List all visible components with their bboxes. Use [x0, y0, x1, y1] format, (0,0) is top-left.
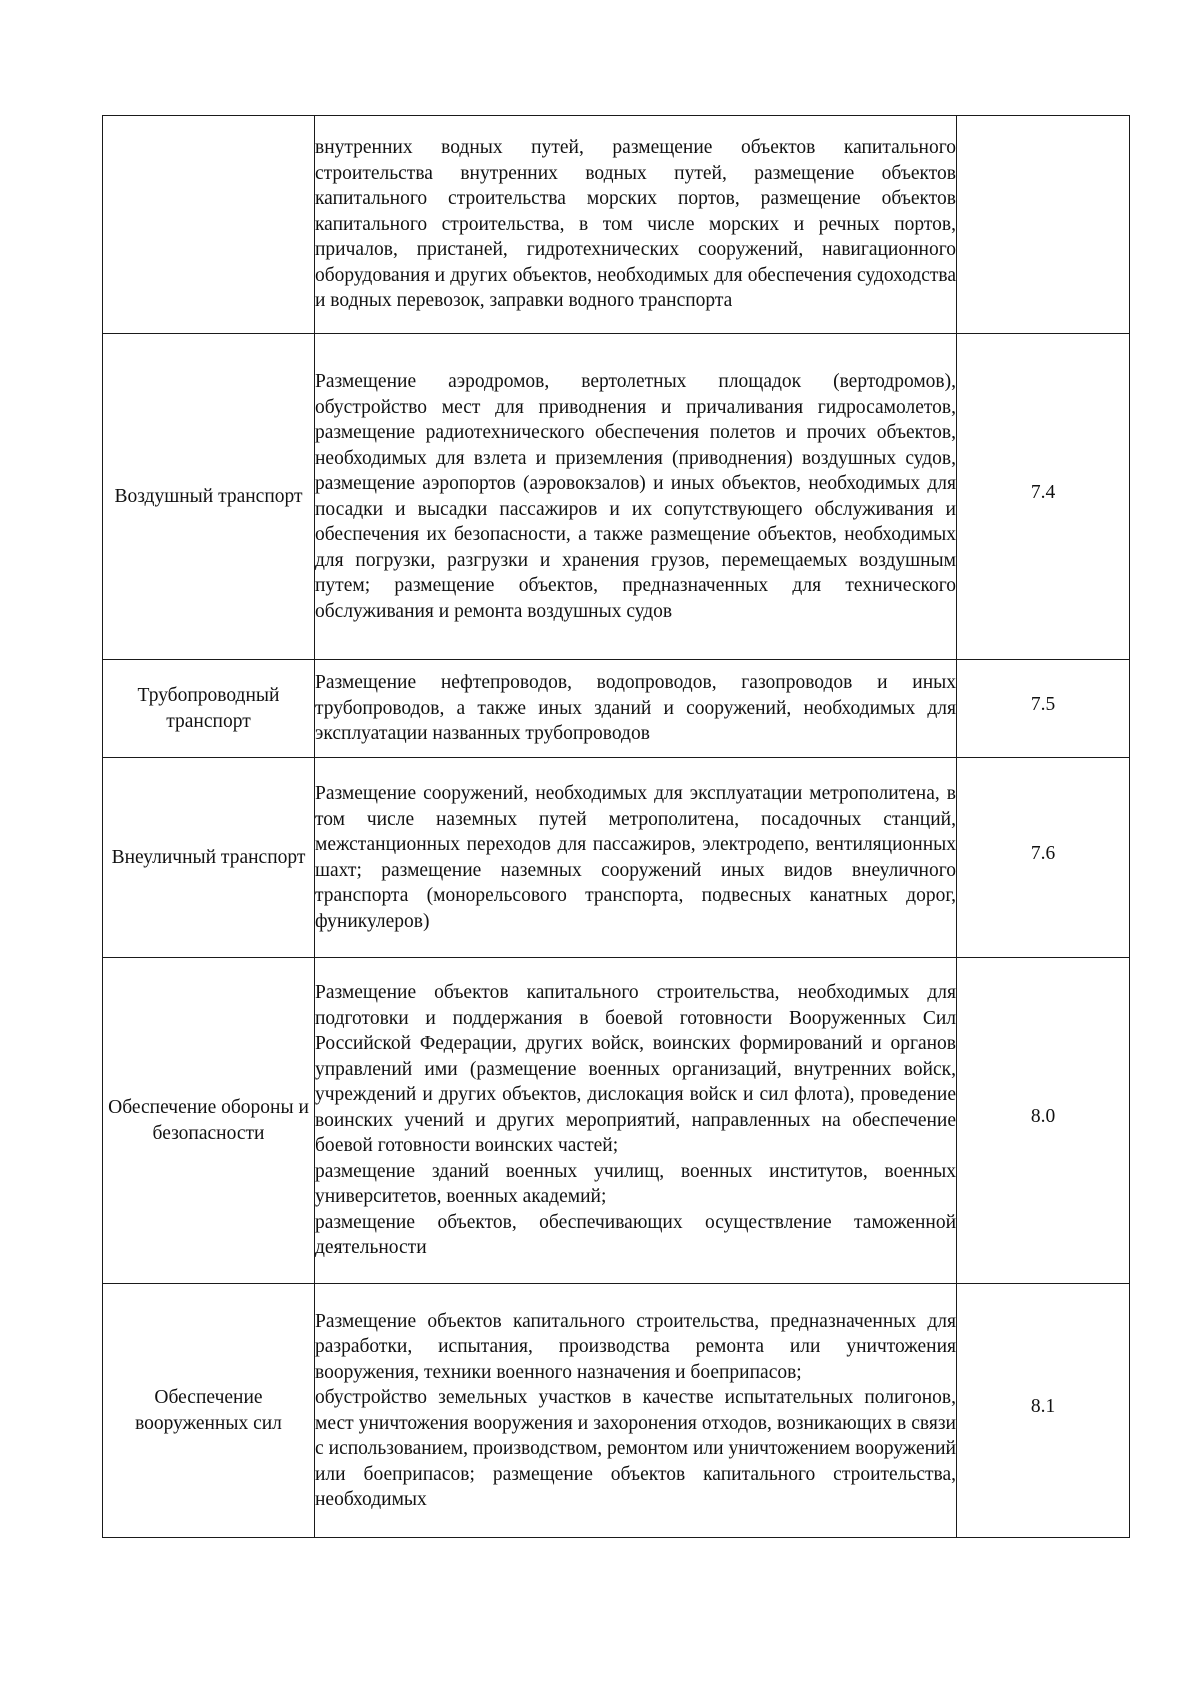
use-description-cell — [315, 116, 957, 334]
use-code-cell — [957, 958, 1130, 1284]
table-row — [103, 958, 1130, 1284]
use-name-cell — [103, 116, 315, 334]
description-paragraph: Размещение аэродромов, вертолетных площадок (вертодромов), обустройство мест для приводнения и причаливания гидросамолетов, размещение радиотехнического обеспечения полетов и прочих объектов, необходимых для взлета и приземления (приводнения) воздушных судов, размещение аэропортов (аэровокзалов) и иных объектов, необходимых для посадки и высадки пассажиров и их сопутствующего обслуживания и обеспечения их безопасности, а также размещение объектов, необходимых для погрузки, разгрузки и хранения грузов, перемещаемых воздушным путем; размещение объектов, предназначенных для технического обслуживания и ремонта воздушных судов — [315, 371, 956, 622]
description-paragraph: Размещение объектов капитального строительства, необходимых для подготовки и поддержания в боевой готовности Вооруженных Сил Российской Федерации, других войск, воинских формирований и органов управлений ими (размещение военных организаций, внутренних войск, учреждений и других объектов, дислокация войск и сил флота), проведение воинских учений и других мероприятий, направленных на обеспечение боевой готовности воинских частей; — [315, 982, 956, 1157]
description-paragraph: Размещение объектов капитального строительства, предназначенных для разработки, испытания, производства ремонта или уничтожения вооружения, техники военного назначения и боеприпасов; — [315, 1310, 956, 1383]
use-code: 7.6 — [1030, 842, 1056, 864]
use-code-cell — [957, 660, 1130, 758]
table-row — [103, 660, 1130, 758]
use-description-cell — [315, 1284, 957, 1538]
use-code: 8.0 — [1030, 1105, 1056, 1127]
use-name-cell: Воздушный транспорт — [103, 334, 315, 660]
description-paragraph: обустройство земельных участков в качестве испытательных полигонов, мест уничтожения вооружения и захоронения отходов, возникающих в связи с использованием, производством, ремонтом или уничтожением вооружений или боеприпасов; размещение объектов капитального строительства, необходимых — [315, 1387, 956, 1510]
land-use-table — [102, 115, 1130, 1538]
use-code-cell — [957, 334, 1130, 660]
use-code-cell — [957, 758, 1130, 958]
use-code: 8.1 — [1030, 1395, 1056, 1417]
use-code: 7.5 — [1030, 693, 1056, 715]
use-description-cell — [315, 334, 957, 660]
table-row — [103, 116, 1130, 334]
use-code-cell — [957, 116, 1130, 334]
use-code-cell — [957, 1284, 1130, 1538]
description-paragraph: внутренних водных путей, размещение объектов капитального строительства внутренних водных путей, размещение объектов капитального строительства морских портов, размещение объектов капитального строительства, в том числе морских и речных портов, причалов, пристаней, гидротехнических сооружений, навигационного оборудования и других объектов, необходимых для обеспечения судоходства и водных перевозок, заправки водного транспорта — [315, 137, 956, 312]
description-paragraph: размещение объектов, обеспечивающих осуществление таможенной деятельности — [315, 1211, 956, 1259]
description-paragraph: размещение зданий военных училищ, военных институтов, военных университетов, военных академий; — [315, 1160, 956, 1208]
use-description-cell — [315, 758, 957, 958]
use-description-cell — [315, 958, 957, 1284]
use-description-cell — [315, 660, 957, 758]
use-name-cell: Трубопроводный транспорт — [103, 660, 315, 758]
use-name-cell: Обеспечение вооруженных сил — [103, 1284, 315, 1538]
use-name-cell: Внеуличный транспорт — [103, 758, 315, 958]
use-code: 7.4 — [1030, 481, 1056, 503]
table-row — [103, 334, 1130, 660]
description-paragraph: Размещение нефтепроводов, водопроводов, газопроводов и иных трубопроводов, а также иных зданий и сооружений, необходимых для эксплуатации названных трубопроводов — [315, 672, 956, 745]
description-paragraph: Размещение сооружений, необходимых для эксплуатации метрополитена, в том числе наземных путей метрополитена, посадочных станций, межстанционных переходов для пассажиров, электродепо, вентиляционных шахт; размещение наземных сооружений иных видов внеуличного транспорта (монорельсового транспорта, подвесных канатных дорог, фуникулеров) — [315, 783, 956, 932]
table-row — [103, 758, 1130, 958]
use-name-cell: Обеспечение обороны и безопасности — [103, 958, 315, 1284]
table-row — [103, 1284, 1130, 1538]
